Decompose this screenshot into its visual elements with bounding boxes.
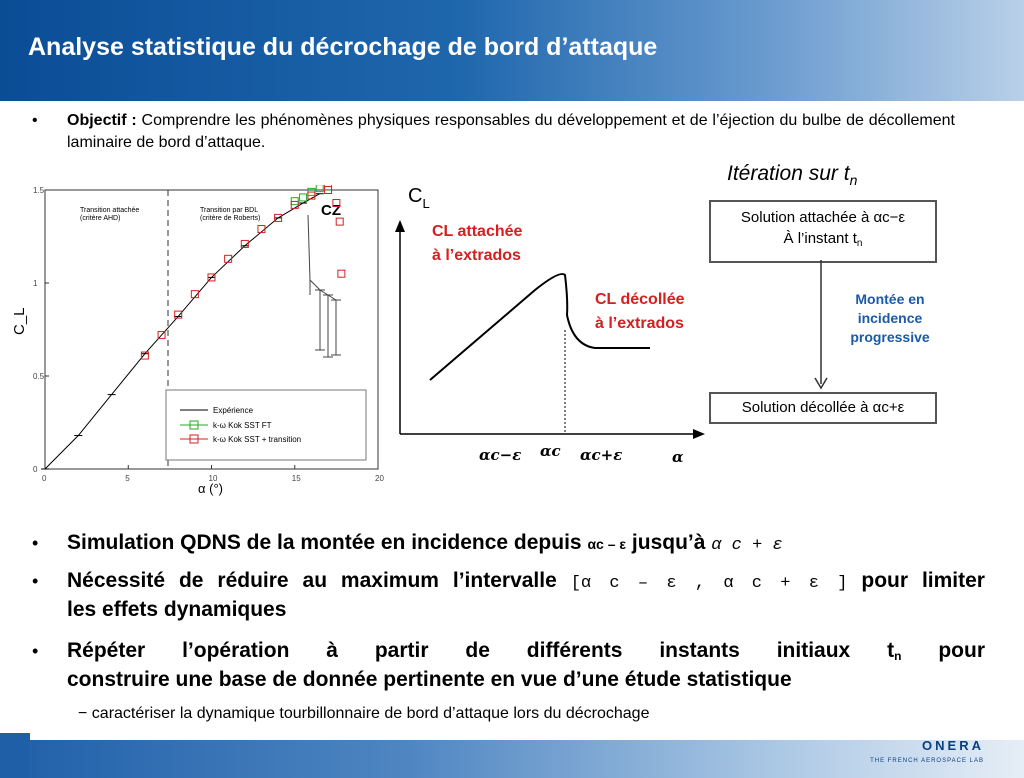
tick-alpha-c-plus: αc+ε <box>580 446 623 464</box>
box1-line1: Solution attachée à αc−ε <box>740 209 906 226</box>
tick-alpha-c-minus: αc−ε <box>479 446 522 464</box>
annotation-bdl-2: (critère de Roberts) <box>200 215 261 222</box>
kok-ft-point <box>325 185 332 190</box>
detached-solution-box: Solution décollée à αc+ε <box>709 392 937 424</box>
bullet-dot: • <box>32 641 39 661</box>
onera-logo: ONERA <box>922 738 984 753</box>
cl-alpha-chart <box>8 185 393 500</box>
box1-line2: À l’instant $t_n$ <box>783 230 863 249</box>
x-axis-label: α (°) <box>198 481 223 496</box>
bullet-interval: Nécessité de réduire au maximum l’intervalle [α c – ε , α c + ε ] pour limiter <box>67 569 985 593</box>
tick-alpha-c: αc <box>540 442 561 460</box>
bullet-dot: • <box>32 571 39 591</box>
bullet-interval-line2: les effets dynamiques <box>67 598 287 621</box>
y-axis-label: C_L <box>11 307 28 335</box>
sub-bullet: − caractériser la dynamique tourbillonnaire de bord d’attaque lors du décrochage <box>78 705 650 722</box>
x-tick-label: 10 <box>208 474 218 483</box>
bullet-dot: • <box>32 533 39 553</box>
x-arrow-head <box>693 429 705 439</box>
onera-tagline: THE FRENCH AEROSPACE LAB <box>870 758 984 764</box>
footer-corner <box>0 733 30 778</box>
attached-solution-box <box>709 200 937 263</box>
y-tick-label: 1.5 <box>33 186 45 195</box>
x-tick-label: 15 <box>291 474 301 483</box>
objective-label: Objectif : <box>67 112 137 129</box>
y-tick-label: 0.5 <box>33 372 45 381</box>
legend-experience: Expérience <box>213 406 254 415</box>
x-tick-label: 20 <box>375 474 384 483</box>
x-tick-label: 0 <box>42 474 47 483</box>
annotation-attached-2: (critère AHD) <box>80 215 121 222</box>
x-tick-label: 5 <box>125 474 130 483</box>
legend-kok-transition: k-ω Kok SST + transition <box>213 435 302 444</box>
arrow-label: Montée en incidence progressive <box>850 291 930 345</box>
y-tick-label: 0 <box>33 465 38 474</box>
attached-label-2: à l’extrados <box>432 247 521 264</box>
iteration-arrow <box>812 260 830 392</box>
bullet-simulation: Simulation QDNS de la montée en incidence depuis αc – ε jusqu’à α c + ε <box>67 531 783 555</box>
bullet-repeat: Répéter l’opération à partir de différents instants initiaux $t_n$ pour <box>67 639 985 663</box>
cz-annotation: CZ <box>321 202 341 219</box>
cl-sketch-diagram <box>395 180 710 475</box>
legend-kok-ft: k-ω Kok SST FT <box>213 421 272 430</box>
bullet-dot: • <box>32 112 38 129</box>
annotation-bdl: Transition par BDL <box>200 207 259 214</box>
header-bar <box>0 0 1024 101</box>
bullet-repeat-line2: construire une base de donnée pertinente en vue d’une étude statistique <box>67 668 792 691</box>
y-arrow-head <box>395 220 405 232</box>
y-tick-label: 1 <box>33 279 38 288</box>
detached-label-2: à l’extrados <box>595 315 684 332</box>
tick-alpha: α <box>672 448 684 466</box>
iteration-title: Itération sur $t_n$ <box>727 162 858 188</box>
detached-label-1: CL décollée <box>595 291 685 308</box>
slide-title: Analyse statistique du décrochage de bord d’attaque <box>28 33 658 61</box>
chart-legend <box>166 390 366 460</box>
annotation-attached: Transition attachée <box>80 207 140 214</box>
sketch-y-label: $C_L$ <box>408 185 430 211</box>
objective-text: Comprendre les phénomènes physiques responsables du développement et de l’éjection du bulbe de décollement laminaire de bord d’attaque. <box>67 112 955 151</box>
attached-label-1: CL attachée <box>432 223 523 240</box>
objective-paragraph <box>67 110 955 154</box>
